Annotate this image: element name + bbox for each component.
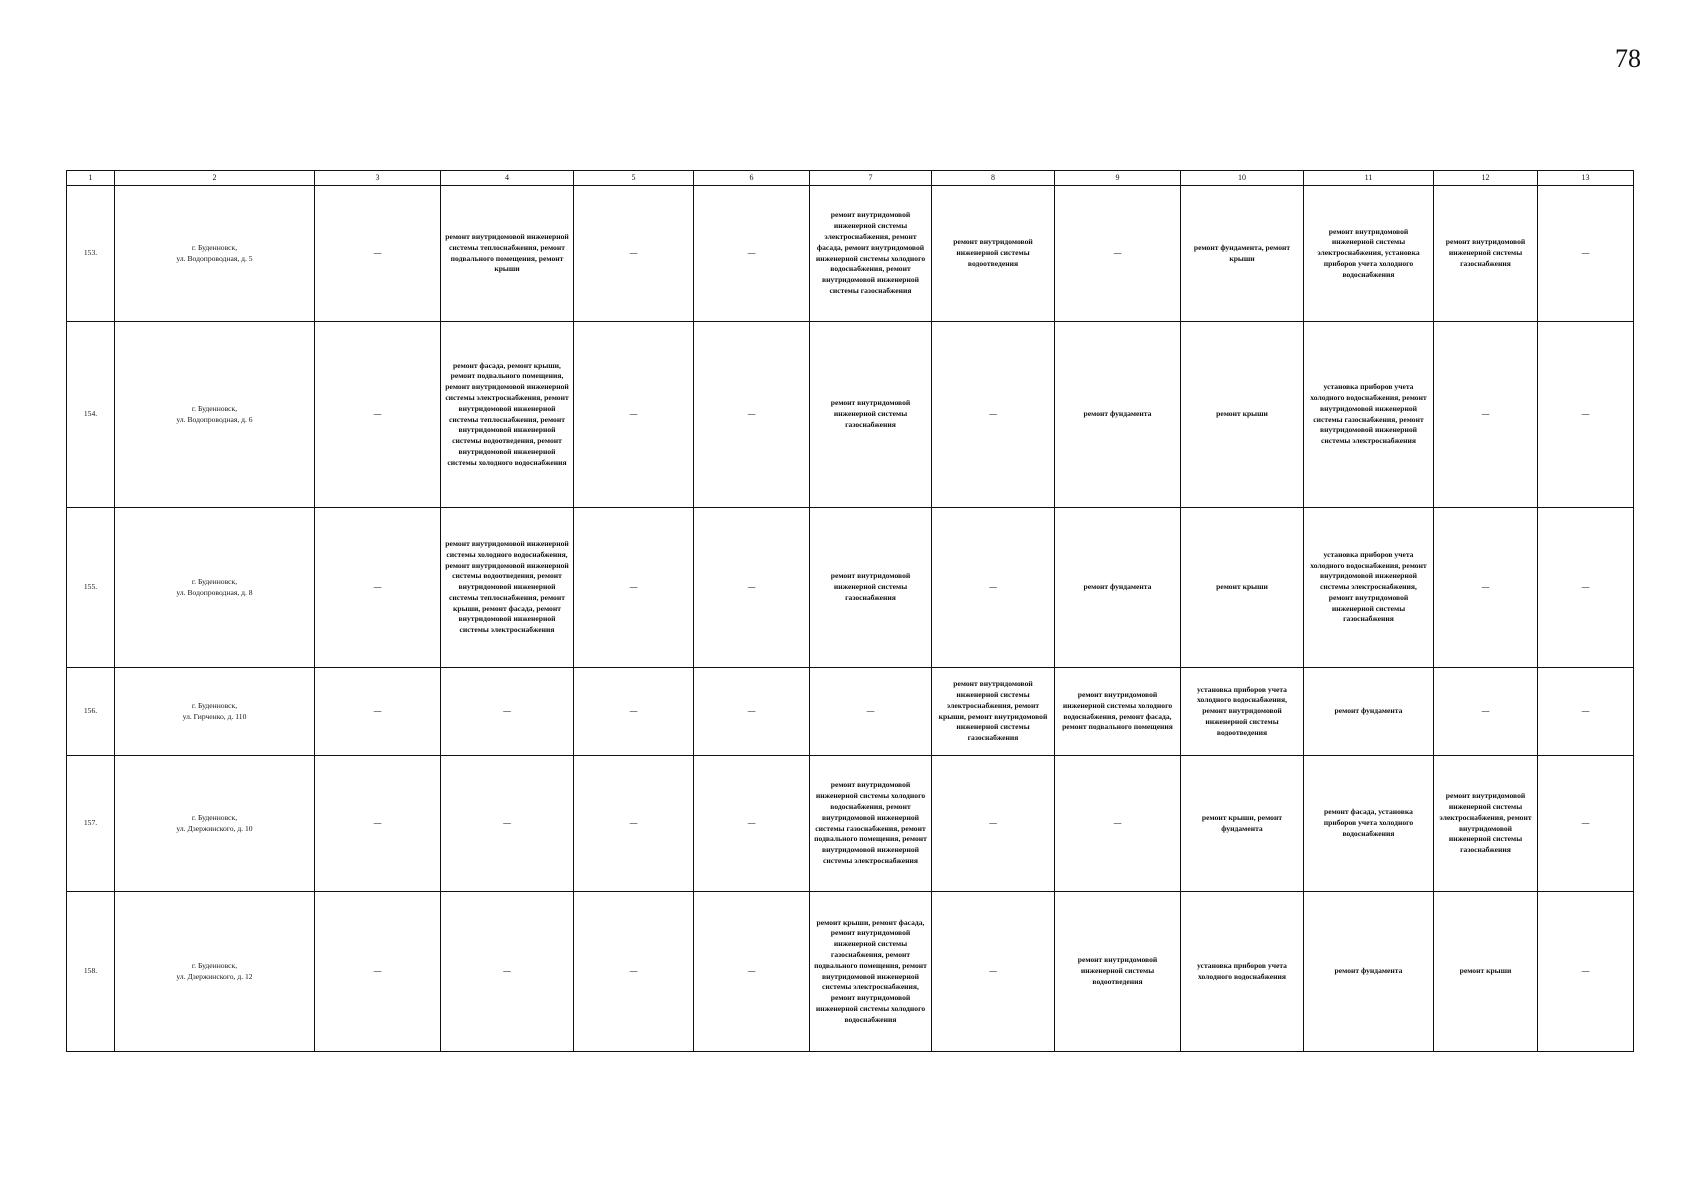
table-cell: ремонт фундамента [1304,668,1434,756]
table-row [67,668,1634,756]
table-cell: — [932,508,1055,668]
table-cell: — [694,892,810,1052]
table-cell: — [694,186,810,322]
column-header: 9 [1055,171,1181,186]
table-row [67,756,1634,892]
address-cell [115,756,315,892]
address-street: ул. Водопроводная, д. 8 [176,587,253,597]
address-city: г. Буденновск, [191,242,238,252]
table-cell: — [315,892,441,1052]
table-cell: ремонт внутридомовой инженерной системы водоотведения [932,186,1055,322]
table-cell: — [1538,756,1634,892]
table-cell: — [1538,186,1634,322]
address-city: г. Буденновск, [191,403,238,413]
table-cell: — [315,186,441,322]
table-cell: — [694,322,810,508]
address-street: ул. Дзержинского, д. 12 [176,971,253,981]
table-cell: ремонт внутридомовой инженерной системы электроснабжения, ремонт фасада, ремонт внутридомовой инженерной системы холодного водоснабжения, ремонт внутридомовой инженерной системы газоснабжения [810,186,932,322]
table-row [67,186,1634,322]
table-cell: установка приборов учета холодного водоснабжения, ремонт внутридомовой инженерной системы водоотведения [1181,668,1304,756]
address-city: г. Буденновск, [191,700,238,710]
address-cell [115,186,315,322]
table-cell: — [441,756,574,892]
column-header: 11 [1304,171,1434,186]
address-cell [115,322,315,508]
address-city: г. Буденновск, [191,576,238,586]
table-cell: — [1538,668,1634,756]
address-cell [115,508,315,668]
table-cell: — [810,668,932,756]
column-header: 7 [810,171,932,186]
table-cell: — [574,186,694,322]
table-cell: — [1055,756,1181,892]
table-cell: — [315,322,441,508]
table-cell: — [315,756,441,892]
table-cell: ремонт крыши [1434,892,1538,1052]
table-cell: ремонт фундамента [1304,892,1434,1052]
column-header: 6 [694,171,810,186]
repair-schedule-table [66,170,1634,1052]
table-cell: ремонт внутридомовой инженерной системы теплоснабжения, ремонт подвального помещения, ремонт крыши [441,186,574,322]
table-cell: — [574,668,694,756]
table-cell: — [574,322,694,508]
table-row [67,508,1634,668]
table-cell: — [315,508,441,668]
column-header: 5 [574,171,694,186]
page-number: 78 [1615,44,1641,73]
table-cell: — [932,322,1055,508]
table-cell: — [694,756,810,892]
column-header: 13 [1538,171,1634,186]
table-cell: ремонт внутридомовой инженерной системы холодного водоснабжения, ремонт внутридомовой инженерной системы газоснабжения, ремонт подвального помещения, ремонт внутридомовой инженерной системы электроснабжения [810,756,932,892]
row-number: 156. [67,668,115,756]
column-header: 4 [441,171,574,186]
row-number: 158. [67,892,115,1052]
table-cell: — [694,508,810,668]
row-number: 155. [67,508,115,668]
row-number: 157. [67,756,115,892]
address-city: г. Буденновск, [191,960,238,970]
table-cell: — [1538,508,1634,668]
table-cell: — [441,668,574,756]
table-cell: ремонт крыши [1181,508,1304,668]
table-cell: ремонт фундамента, ремонт крыши [1181,186,1304,322]
table-cell: — [574,756,694,892]
row-number: 154. [67,322,115,508]
address-cell [115,892,315,1052]
address-cell [115,668,315,756]
column-header: 2 [115,171,315,186]
table-cell: — [932,756,1055,892]
table-cell: установка приборов учета холодного водоснабжения [1181,892,1304,1052]
table-cell: ремонт внутридомовой инженерной системы водоотведения [1055,892,1181,1052]
table-cell: — [1055,186,1181,322]
column-header: 12 [1434,171,1538,186]
table-row [67,892,1634,1052]
table-cell: ремонт фасада, ремонт крыши, ремонт подвального помещения, ремонт внутридомовой инженерной системы электроснабжения, ремонт внутридомовой инженерной системы теплоснабжения, ремонт внутридомовой инженерной системы водоотведения, ремонт внутридомовой инженерной системы холодного водоснабжения [441,322,574,508]
table-cell: — [1434,322,1538,508]
table-row [67,322,1634,508]
address-street: ул. Дзержинского, д. 10 [176,823,253,833]
column-header: 1 [67,171,115,186]
table-cell: ремонт внутридомовой инженерной системы электроснабжения, ремонт внутридомовой инженерной системы газоснабжения [1434,756,1538,892]
column-header: 3 [315,171,441,186]
table-cell: ремонт крыши, ремонт фундамента [1181,756,1304,892]
table-cell: — [1538,322,1634,508]
table-cell: ремонт фундамента [1055,508,1181,668]
address-street: ул. Гирченко, д. 110 [182,711,247,721]
table-cell: ремонт внутридомовой инженерной системы газоснабжения [810,508,932,668]
table-cell: — [932,892,1055,1052]
table-cell: ремонт фасада, установка приборов учета холодного водоснабжения [1304,756,1434,892]
table-cell: ремонт внутридомовой инженерной системы газоснабжения [810,322,932,508]
table-cell: — [315,668,441,756]
address-street: ул. Водопроводная, д. 6 [176,414,253,424]
table-cell: ремонт внутридомовой инженерной системы электроснабжения, ремонт крыши, ремонт внутридомовой инженерной системы газоснабжения [932,668,1055,756]
table-cell: ремонт внутридомовой инженерной системы холодного водоснабжения, ремонт фасада, ремонт подвального помещения [1055,668,1181,756]
address-street: ул. Водопроводная, д. 5 [176,253,253,263]
table-cell: — [1434,668,1538,756]
column-number-header-row [67,171,1634,186]
table-cell: ремонт внутридомовой инженерной системы холодного водоснабжения, ремонт внутридомовой инженерной системы водоотведения, ремонт внутридомовой инженерной системы теплоснабжения, ремонт крыши, ремонт фасада, ремонт внутридомовой инженерной системы электроснабжения [441,508,574,668]
table-cell: — [1538,892,1634,1052]
table-cell: ремонт внутридомовой инженерной системы газоснабжения [1434,186,1538,322]
row-number: 153. [67,186,115,322]
table-cell: ремонт крыши [1181,322,1304,508]
table-cell: установка приборов учета холодного водоснабжения, ремонт внутридомовой инженерной системы газоснабжения, ремонт внутридомовой инженерной системы электроснабжения [1304,322,1434,508]
address-city: г. Буденновск, [191,812,238,822]
table-cell: — [574,508,694,668]
table-cell: ремонт внутридомовой инженерной системы электроснабжения, установка приборов учета холодного водоснабжения [1304,186,1434,322]
table-cell: — [574,892,694,1052]
table-cell: установка приборов учета холодного водоснабжения, ремонт внутридомовой инженерной системы электроснабжения, ремонт внутридомовой инженерной системы газоснабжения [1304,508,1434,668]
column-header: 8 [932,171,1055,186]
table-cell: — [441,892,574,1052]
table-cell: ремонт фундамента [1055,322,1181,508]
table-cell: — [694,668,810,756]
table-cell: ремонт крыши, ремонт фасада, ремонт внутридомовой инженерной системы газоснабжения, ремонт подвального помещения, ремонт внутридомовой инженерной системы электроснабжения, ремонт внутридомовой инженерной системы холодного водоснабжения [810,892,932,1052]
table-cell: — [1434,508,1538,668]
column-header: 10 [1181,171,1304,186]
